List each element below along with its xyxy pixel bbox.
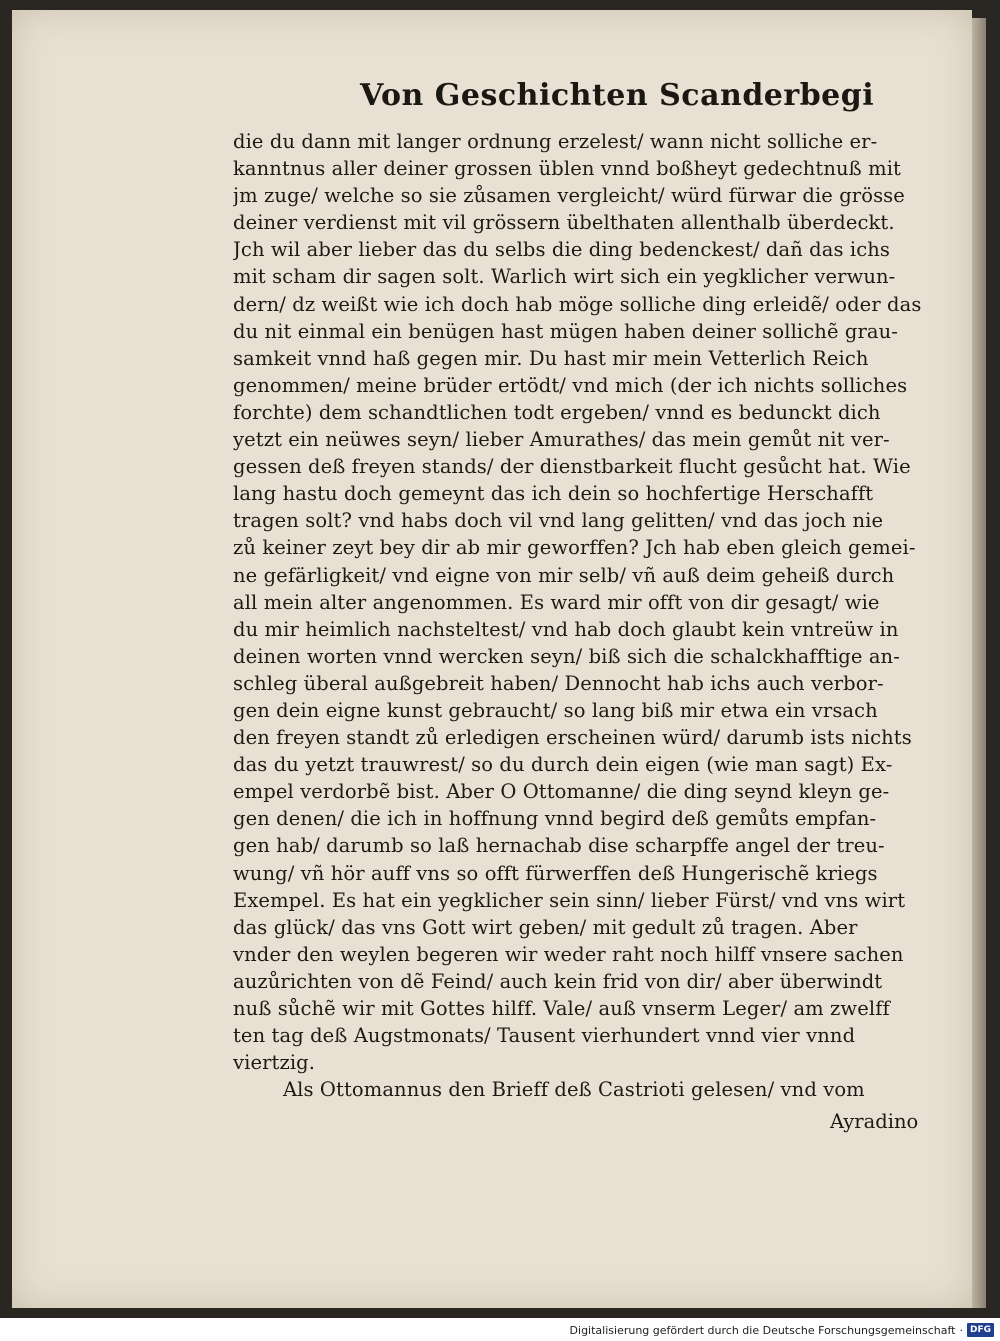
text-line: gen denen/ die ich in hoffnung vnnd begird deß gemůts empfan-	[233, 807, 877, 831]
page-edge	[972, 18, 986, 1308]
funding-credit: Digitalisierung gefördert durch die Deutsche Forschungsgemeinschaft	[569, 1323, 956, 1337]
text-line: du nit einmal ein benügen hast mügen haben deiner sollichẽ grau-	[233, 319, 898, 343]
text-line: du mir heimlich nachsteltest/ vnd hab doch glaubt kein vntreüw in	[233, 617, 899, 641]
text-line: jm zuge/ welche so sie zůsamen vergleicht/ würd fürwar die grösse	[233, 184, 905, 208]
text-line: Exempel. Es hat ein yegklicher sein sinn/ lieber Fürst/ vnd vns wirt	[233, 888, 906, 912]
text-line: vnder den weylen begeren wir weder raht noch hilff vnsere sachen	[233, 942, 904, 966]
text-line: gen hab/ darumb so laß hernachab dise scharpffe angel der treu-	[233, 834, 885, 858]
text-line: das du yetzt trauwrest/ so du durch dein eigen (wie man sagt) Ex-	[233, 753, 893, 777]
text-line: forchte) dem schandtlichen todt ergeben/ vnnd es bedunckt dich	[233, 400, 881, 424]
text-line: wung/ vñ hör auff vns so offt fürwerffen deß Hungerischẽ kriegs	[233, 861, 878, 885]
text-line: ten tag deß Augstmonats/ Tausent vierhundert vnnd vier vnnd	[233, 1024, 856, 1048]
footer-separator: ·	[959, 1323, 963, 1337]
text-line: nuß sůchẽ wir mit Gottes hilff. Vale/ auß vnserm Leger/ am zwelff	[233, 997, 890, 1020]
catchword: Ayradino	[830, 1110, 919, 1133]
text-line: die du dann mit langer ordnung erzelest/ wann nicht solliche er-	[233, 130, 878, 153]
text-line: dern/ dz weißt wie ich doch hab möge solliche ding erleidẽ/ oder das	[233, 292, 922, 316]
text-line: deinen worten vnnd wercken seyn/ biß sich die schalckhafftige an-	[233, 644, 900, 668]
text-line: mit scham dir sagen solt. Warlich wirt sich ein yegklicher verwun-	[233, 265, 896, 289]
text-line: gen dein eigne kunst gebraucht/ so lang biß mir etwa ein vrsach	[233, 698, 878, 722]
text-line: den freyen standt zů erledigen erscheinen würd/ darumb ists nichts	[233, 726, 912, 750]
text-line: yetzt ein neüwes seyn/ lieber Amurathes/ das mein gemůt nit ver-	[233, 428, 890, 452]
running-header: Von Geschichten Scanderbegi	[360, 78, 875, 113]
body-text	[233, 128, 948, 1103]
text-line: kanntnus aller deiner grossen üblen vnnd boßheyt gedechtnuß mit	[233, 157, 901, 181]
text-line: ne gefärligkeit/ vnd eigne von mir selb/ vñ auß deim geheiß durch	[233, 563, 895, 587]
text-line: zů keiner zeyt bey dir ab mir geworffen? Jch hab eben gleich gemei-	[233, 536, 916, 560]
text-line: all mein alter angenommen. Es ward mir offt von dir gesagt/ wie	[233, 590, 880, 614]
text-line: deiner verdienst mit vil grössern übelthaten allenthalb überdeckt.	[233, 211, 895, 235]
text-line: empel verdorbẽ bist. Aber O Ottomanne/ die ding seynd kleyn ge-	[233, 780, 890, 804]
text-line: tragen solt? vnd habs doch vil vnd lang gelitten/ vnd das joch nie	[233, 509, 884, 533]
text-line: genommen/ meine brüder ertödt/ vnd mich (der ich nichts solliches	[233, 373, 908, 397]
text-line: Als Ottomannus den Brieff deß Castrioti gelesen/ vnd vom	[283, 1078, 865, 1102]
text-line: samkeit vnnd haß gegen mir. Du hast mir mein Vetterlich Reich	[233, 346, 869, 370]
text-line: schleg überal außgebreit haben/ Dennocht hab ichs auch verbor-	[233, 671, 884, 695]
text-line: das glück/ das vns Gott wirt geben/ mit gedult zů tragen. Aber	[233, 915, 858, 939]
text-line: gessen deß freyen stands/ der dienstbarkeit flucht gesůcht hat. Wie	[233, 455, 911, 479]
text-line: auzůrichten von dẽ Feind/ auch kein frid von dir/ aber überwindt	[233, 969, 883, 993]
dfg-logo: DFG	[967, 1323, 994, 1337]
footer-bar	[570, 1321, 994, 1339]
text-line: viertzig.	[233, 1051, 316, 1075]
text-line: Jch wil aber lieber das du selbs die ding bedenckest/ dañ das ichs	[233, 238, 891, 262]
text-line: lang hastu doch gemeynt das ich dein so hochfertige Herschafft	[233, 482, 874, 506]
